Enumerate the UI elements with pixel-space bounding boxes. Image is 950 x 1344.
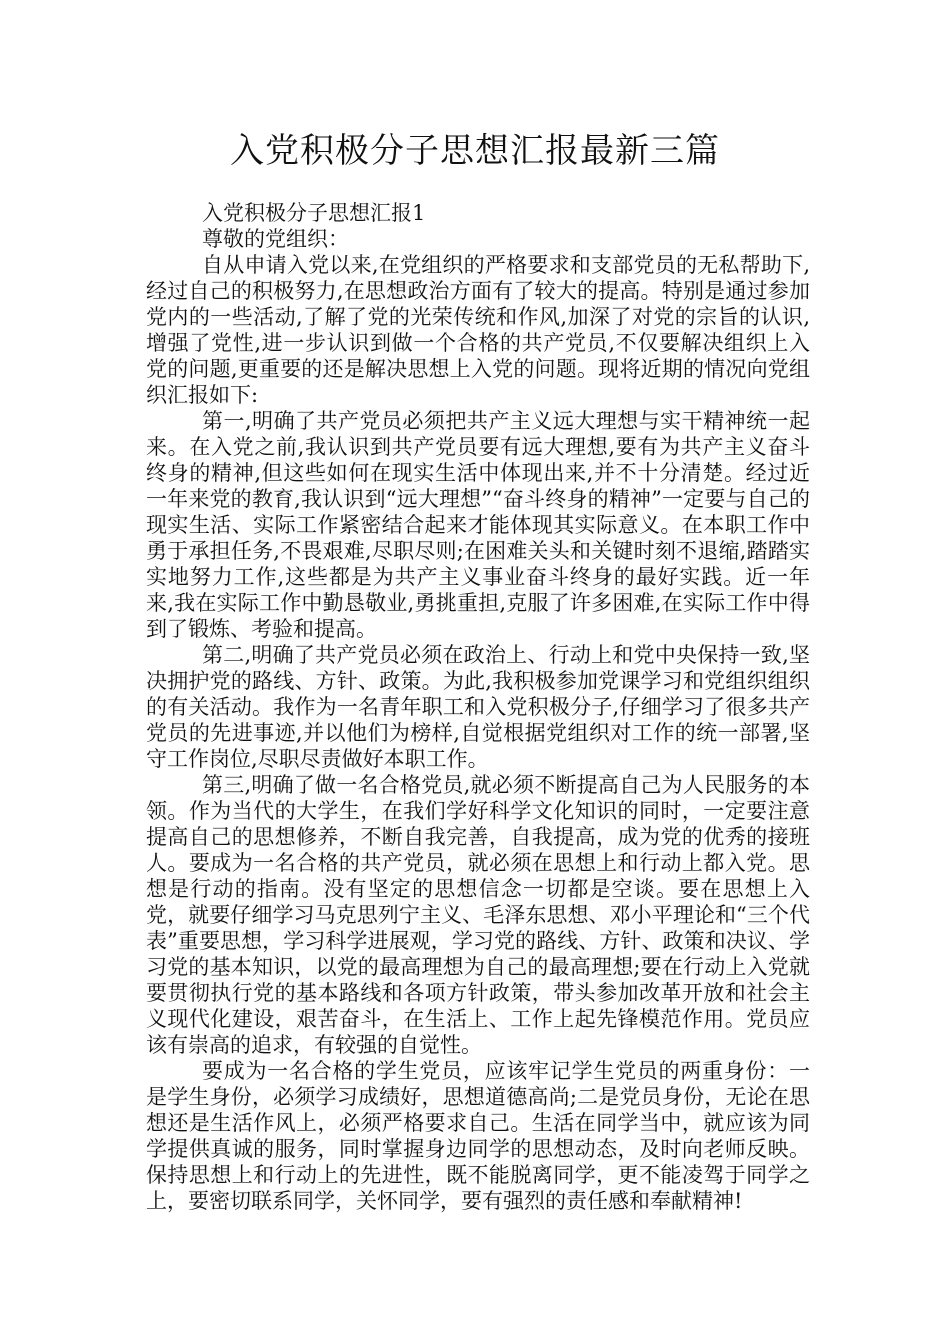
paragraph-student-member: 要成为一名合格的学生党员，应该牢记学生党员的两重身份：一是学生身份，必须学习成绩好，思想道德高尚;二是党员身份，无论在思想还是生活作风上，必须严格要求自己。生活在同学当中，就应该为同学提供真诚的服务，同时掌握身边同学的思想动态，及时向老师反映。保持思想上和行动上的先进性，既不能脱离同学，更不能凌驾于同学之上，要密切联系同学，关怀同学，要有强烈的责任感和奉献精神!	[146, 1059, 810, 1213]
paragraph-intro: 自从申请入党以来,在党组织的严格要求和支部党员的无私帮助下,经过自己的积极努力,在思想政治方面有了较大的提高。特别是通过参加党内的一些活动,了解了党的光荣传统和作风,加深了对党的宗旨的认识,增强了党性,进一步认识到做一个合格的共产党员,不仅要解决组织上入党的问题,更重要的还是解决思想上入党的问题。现将近期的情况向党组织汇报如下:	[146, 253, 810, 407]
document-title: 入党积极分子思想汇报最新三篇	[230, 131, 720, 171]
paragraph-first: 第一,明确了共产党员必须把共产主义远大理想与实干精神统一起来。在入党之前,我认识到共产党员要有远大理想,要有为共产主义奋斗终身的精神,但这些如何在现实生活中体现出来,并不十分清楚。经过近一年来党的教育,我认识到“远大理想”“奋斗终身的精神”一定要与自己的现实生活、实际工作紧密结合起来才能体现其实际意义。在本职工作中勇于承担任务,不畏艰难,尽职尽则;在困难关头和关键时刻不退缩,踏踏实实地努力工作,这些都是为共产主义事业奋斗终身的最好实践。近一年来,我在实际工作中勤恳敬业,勇挑重担,克服了许多困难,在实际工作中得到了锻炼、考验和提高。	[146, 409, 810, 641]
paragraph-second: 第二,明确了共产党员必须在政治上、行动上和党中央保持一致,坚决拥护党的路线、方针、政策。为此,我积极参加党课学习和党组织组织的有关活动。我作为一名青年职工和入党积极分子,仔细学习了很多共产党员的先进事迹,并以他们为榜样,自觉根据党组织对工作的统一部署,坚守工作岗位,尽职尽责做好本职工作。	[146, 643, 810, 771]
document-body	[146, 200, 810, 1214]
subtitle-line: 入党积极分子思想汇报1	[202, 201, 426, 225]
paragraph-third: 第三,明确了做一名合格党员,就必须不断提高自己为人民服务的本领。作为当代的大学生，在我们学好科学文化知识的同时，一定要注意提高自己的思想修养，不断自我完善，自我提高，成为党的优秀的接班人。要成为一名合格的共产党员，就必须在思想上和行动上都入党。思想是行动的指南。没有坚定的思想信念一切都是空谈。要在思想上入党，就要仔细学习马克思列宁主义、毛泽东思想、邓小平理论和“三个代表”重要思想，学习科学进展观，学习党的路线、方针、政策和决议、学习党的基本知识，以党的最高理想为自己的最高理想;要在行动上入党就要贯彻执行党的基本路线和各项方针政策，带头参加改革开放和社会主义现代化建设，艰苦奋斗，在生活上、工作上起先锋模范作用。党员应该有崇高的追求，有较强的自觉性。	[146, 773, 810, 1057]
salutation-line: 尊敬的党组织：	[202, 227, 349, 251]
